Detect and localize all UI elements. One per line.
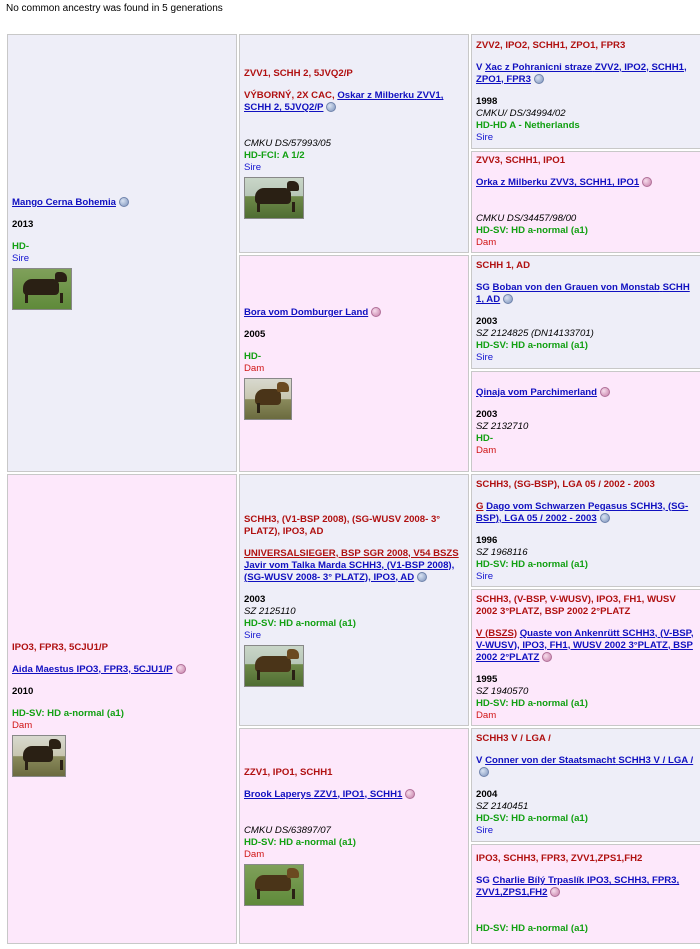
sex-label: Sire [476,570,494,582]
dog-link[interactable]: Bora vom Domburger Land [244,307,369,318]
pedigree-cell-sire-sire [239,34,469,253]
pedigree-cell-sire-dam [239,255,469,472]
dog-photo[interactable] [244,378,292,420]
pedigree-cell-sds [471,255,700,369]
hd-rating: HD-SV: HD a-normal (a1) [476,923,588,934]
hd-rating: HD-SV: HD a-normal (a1) [12,707,124,719]
ancestry-notice: No common ancestry was found in 5 generations [6,3,223,14]
dog-link[interactable]: Boban von den Grauen von Monstab SCHH 1, AD [476,282,690,305]
female-icon[interactable] [550,887,560,897]
female-icon[interactable] [642,177,652,187]
dog-photo[interactable] [244,864,304,906]
registration-number: CMKU DS/57993/05 [244,138,331,149]
registration-number: SZ 2140451 [476,801,529,812]
dog-photo[interactable] [244,645,304,687]
dog-titles: ZVV2, IPO2, SCHH1, ZPO1, FPR3 [476,39,626,51]
registration-number: SZ 1968116 [476,546,528,558]
sex-label: Sire [12,252,30,264]
dog-prefix: G [476,500,484,512]
pedigree-table [5,32,700,946]
dog-photo[interactable] [12,735,66,777]
registration-number: CMKU/ DS/34994/02 [476,107,566,119]
sex-label: Dam [244,363,265,374]
dog-link[interactable]: Xac z Pohranicni straze ZVV2, IPO2, SCHH1, ZPO1, FPR3 [476,61,687,85]
hd-rating: HD-FCI: A 1/2 [244,150,305,161]
sex-label: Sire [244,162,262,173]
pedigree-cell-ssd [471,151,700,253]
birth-year: 1998 [476,95,498,107]
pedigree-cell-sdd [471,371,700,472]
sex-label: Dam [12,719,33,731]
sex-label: Sire [476,131,494,143]
dog-prefix: V (BSZS) [476,627,518,639]
sex-label: Dam [476,444,497,456]
dog-link[interactable]: Charlie Bílý Trpaslík IPO3, SCHH3, FPR3, ZVV1,ZPS1,FH2 [476,875,680,898]
sex-label: Sire [244,629,262,641]
dog-link[interactable]: Aida Maestus IPO3, FPR3, 5CJU1/P [12,663,173,675]
pedigree-cell-sss [471,34,700,149]
sex-label: Sire [476,825,494,836]
male-icon[interactable] [417,572,427,582]
dog-link[interactable]: Quaste von Ankenrütt SCHH3, (V-BSP, V-WUSV), IPO3, FH1, WUSV 2002 3°PLATZ, BSP 2002 2°PLATZ [476,627,694,663]
birth-year: 1996 [476,534,498,546]
dog-prefix: UNIVERSALSIEGER, BSP SGR 2008, V54 BSZS [244,547,459,559]
registration-number: CMKU DS/63897/07 [244,824,331,836]
hd-rating: HD-SV: HD a-normal (a1) [476,558,588,570]
sex-label: Dam [476,237,497,248]
dog-prefix: V [476,755,483,766]
dog-prefix: VÝBORNÝ, 2X CAC, [244,90,335,101]
dog-titles: IPO3, FPR3, 5CJU1/P [12,641,108,653]
birth-year: 2003 [476,408,498,420]
dog-link[interactable]: Brook Laperys ZZV1, IPO1, SCHH1 [244,788,403,800]
hd-rating: HD-HD A - Netherlands [476,119,580,131]
dog-link[interactable]: Dago vom Schwarzen Pegasus SCHH3, (SG-BSP), LGA 05 / 2002 - 2003 [476,500,689,524]
hd-rating: HD-SV: HD a-normal (a1) [476,697,588,709]
male-icon[interactable] [119,197,129,207]
dog-prefix: SG [476,282,490,293]
dog-link[interactable]: Mango Cerna Bohemia [12,196,116,208]
male-icon[interactable] [479,767,489,777]
female-icon[interactable] [600,387,610,397]
male-icon[interactable] [326,102,336,112]
birth-year: 2004 [476,789,498,800]
hd-rating: HD-SV: HD a-normal (a1) [244,617,356,629]
hd-rating: HD- [476,432,494,444]
female-icon[interactable] [405,789,415,799]
birth-year: 1995 [476,673,498,685]
pedigree-cell-dsd [471,589,700,726]
dog-photo[interactable] [12,268,72,310]
male-icon[interactable] [534,74,544,84]
registration-number: SZ 2125110 [244,605,296,617]
dog-titles: SCHH 1, AD [476,260,531,271]
registration-number: SZ 1940570 [476,685,529,697]
dog-titles: SCHH3, (SG-BSP), LGA 05 / 2002 - 2003 [476,478,655,490]
dog-photo[interactable] [244,177,304,219]
male-icon[interactable] [503,294,513,304]
sex-label: Dam [476,709,497,721]
pedigree-cell-ddd [471,844,700,944]
dog-link[interactable]: Orka z Milberku ZVV3, SCHH1, IPO1 [476,177,640,188]
pedigree-cell-dds [471,728,700,842]
registration-number: CMKU DS/34457/98/00 [476,213,577,224]
hd-rating: HD-SV: HD a-normal (a1) [476,813,588,824]
female-icon[interactable] [176,664,186,674]
dog-prefix: SG [476,875,490,886]
dog-link[interactable]: Oskar z Milberku ZVV1, SCHH 2, 5JVQ2/P [244,90,444,113]
birth-year: 2005 [244,329,266,340]
dog-titles: ZVV1, SCHH 2, 5JVQ2/P [244,68,353,79]
female-icon[interactable] [542,652,552,662]
dog-prefix: V [476,61,483,73]
dog-link[interactable]: Conner von der Staatsmacht SCHH3 V / LGA / [485,755,694,766]
pedigree-cell-dam-sire [239,474,469,726]
pedigree-cell-dam [7,474,237,944]
pedigree-cell-dss [471,474,700,587]
hd-rating: HD- [244,351,262,362]
dog-titles: SCHH3, (V-BSP, V-WUSV), IPO3, FH1, WUSV 2002 3°PLATZ, BSP 2002 2°PLATZ [476,593,676,617]
birth-year: 2003 [476,316,498,327]
dog-titles: ZVV3, SCHH1, IPO1 [476,155,566,166]
pedigree-cell-sire [7,34,237,472]
birth-year: 2003 [244,593,266,605]
registration-number: SZ 2132710 [476,420,529,432]
hd-rating: HD-SV: HD a-normal (a1) [244,836,356,848]
dog-titles: SCHH3, (V1-BSP 2008), (SG-WUSV 2008- 3° PLATZ), IPO3, AD [244,513,441,537]
dog-titles: IPO3, SCHH3, FPR3, ZVV1,ZPS1,FH2 [476,853,643,864]
sex-label: Dam [244,848,265,860]
pedigree-cell-dam-dam [239,728,469,944]
female-icon[interactable] [371,307,381,317]
hd-rating: HD-SV: HD a-normal (a1) [476,340,588,351]
sex-label: Sire [476,352,494,363]
dog-link[interactable]: Javir vom Talka Marda SCHH3, (V1-BSP 2008), (SG-WUSV 2008- 3° PLATZ), IPO3, AD [244,559,455,583]
hd-rating: HD-SV: HD a-normal (a1) [476,225,588,236]
registration-number: SZ 2124825 (DN14133701) [476,328,594,339]
birth-year: 2013 [12,218,34,230]
male-icon[interactable] [600,513,610,523]
dog-titles: SCHH3 V / LGA / [476,733,551,744]
dog-link[interactable]: Qinaja vom Parchimerland [476,386,598,398]
dog-titles: ZZV1, IPO1, SCHH1 [244,766,333,778]
hd-rating: HD- [12,240,30,252]
birth-year: 2010 [12,685,34,697]
